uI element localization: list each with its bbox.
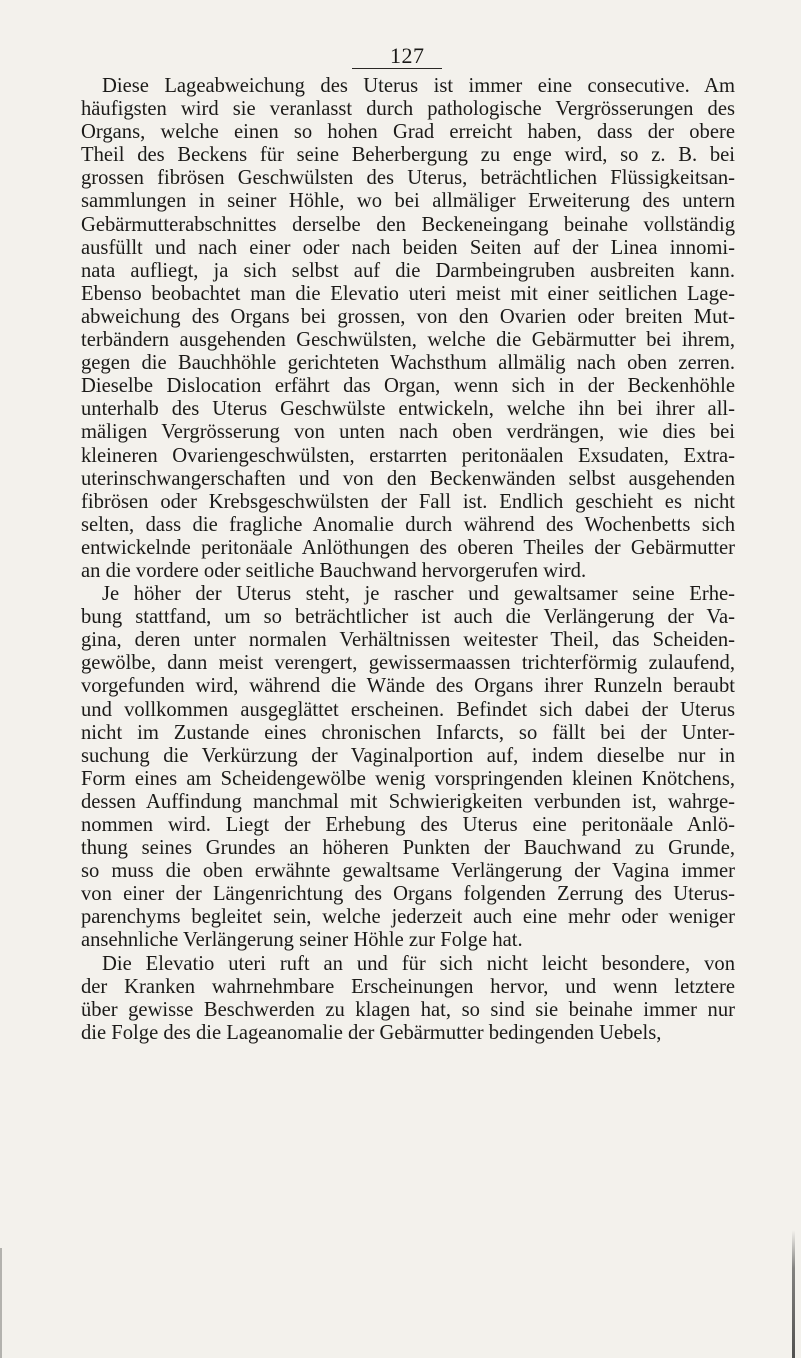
left-edge-shadow [0,1248,2,1358]
text-line: parenchyms begleitet sein, welche jederzeit auch eine mehr oder weniger [81,906,735,929]
text-line: die Folge des die Lageanomalie der Gebärmutter bedingenden Uebels, [81,1021,662,1044]
text-line: suchung die Verkürzung der Vaginalportion auf, indem dieselbe nur in [81,744,735,767]
text-line: so muss die oben erwähnte gewaltsame Verlängerung der Vagina immer [81,860,735,883]
text-line: Dieselbe Dislocation erfährt das Organ, wenn sich in der Beckenhöhle [81,375,735,398]
text-line: gewölbe, dann meist verengert, gewissermaassen trichterförmig zulaufend, [81,652,735,675]
text-line: uterinschwangerschaften und von den Beckenwänden selbst ausgehenden [81,467,735,490]
text-line: selten, dass die fragliche Anomalie durch während des Wochenbetts sich [81,513,735,536]
text-line: Form eines am Scheidengewölbe wenig vorspringenden kleinen Knötchens, [81,767,735,790]
text-line: und vollkommen ausgeglättet erscheinen. Befindet sich dabei der Uterus [81,698,735,721]
page-edge-shadow [792,1230,795,1358]
text-line: entwickelnde peritonäale Anlöthungen des oberen Theiles der Gebärmutter [81,536,735,559]
text-line: Diese Lageabweichung des Uterus ist immer eine consecutive. Am [102,75,735,97]
text-line: sammlungen in seiner Höhle, wo bei allmäliger Erweiterung des untern [81,190,735,213]
text-line: Organs, welche einen so hohen Grad erreicht haben, dass der obere [81,121,735,144]
text-line: fibrösen oder Krebsgeschwülsten der Fall ist. Endlich geschieht es nicht [81,490,735,513]
text-line: dessen Auffindung manchmal mit Schwierigkeiten verbunden ist, wahrge- [81,790,735,813]
text-line: kleineren Ovariengeschwülsten, erstarrten peritonäalen Exsudaten, Extra- [81,444,735,467]
text-line: Die Elevatio uteri ruft an und für sich nicht leicht besondere, von [102,952,735,975]
text-line: thung seines Grundes an höheren Punkten der Bauchwand zu Grunde, [81,837,735,860]
text-line: abweichung des Organs bei grossen, von den Ovarien oder breiten Mut- [81,305,735,328]
text-line: unterhalb des Uterus Geschwülste entwickeln, welche ihn bei ihrer all- [81,398,735,421]
text-line: häufigsten wird sie veranlasst durch pathologische Vergrösserungen des [81,98,735,121]
text-line: nommen wird. Liegt der Erhebung des Uterus eine peritonäale Anlö- [81,814,735,836]
text-line: ansehnliche Verlängerung seiner Höhle zur Folge hat. [81,929,523,952]
text-line: Je höher der Uterus steht, je rascher und gewaltsamer seine Erhe- [102,583,735,606]
paragraph [81,583,735,953]
paragraph [81,953,735,1045]
text-line: der Kranken wahrnehmbare Erscheinungen hervor, und wenn letztere [81,975,735,998]
text-line: mäligen Vergrösserung von unten nach oben verdrängen, wie dies bei [81,421,735,444]
text-line: von einer der Längenrichtung des Organs folgenden Zerrung des Uterus- [81,883,735,906]
text-line: über gewisse Beschwerden zu klagen hat, so sind sie beinahe immer nur [81,998,735,1021]
text-line: ausfüllt und nach einer oder nach beiden Seiten auf der Linea innomi- [81,236,735,259]
text-line: vorgefunden wird, während die Wände des Organs ihrer Runzeln beraubt [81,675,735,698]
paragraph [81,75,735,583]
text-line: gina, deren unter normalen Verhältnissen weitester Theil, das Scheiden- [81,629,735,652]
text-line: bung stattfand, um so beträchtlicher ist auch die Verlängerung der Va- [81,606,735,629]
text-line: nicht im Zustande eines chronischen Infarcts, so fällt bei der Unter- [81,721,735,744]
text-line: grossen fibrösen Geschwülsten des Uterus, beträchtlichen Flüssigkeitsan- [81,167,735,190]
paragraphs [81,75,735,1045]
page-number-rule [352,68,442,69]
text-line: nata aufliegt, ja sich selbst auf die Darmbeingruben ausbreiten kann. [81,259,735,282]
text-line: Theil des Beckens für seine Beherbergung zu enge wird, so z. B. bei [81,144,735,167]
page-number: 127 [390,43,425,68]
text-line: Gebärmutterabschnittes derselbe den Beckeneingang beinahe vollständig [81,213,735,236]
body-text [81,75,735,1045]
text-line: gegen die Bauchhöhle gerichteten Wachsthum allmälig nach oben zerren. [81,352,735,375]
text-line: terbändern ausgehenden Geschwülsten, welche die Gebärmutter bei ihrem, [81,329,735,352]
text-line: Ebenso beobachtet man die Elevatio uteri meist mit einer seitlichen Lage- [81,282,735,305]
text-line: an die vordere oder seitliche Bauchwand hervorgerufen wird. [81,559,587,582]
